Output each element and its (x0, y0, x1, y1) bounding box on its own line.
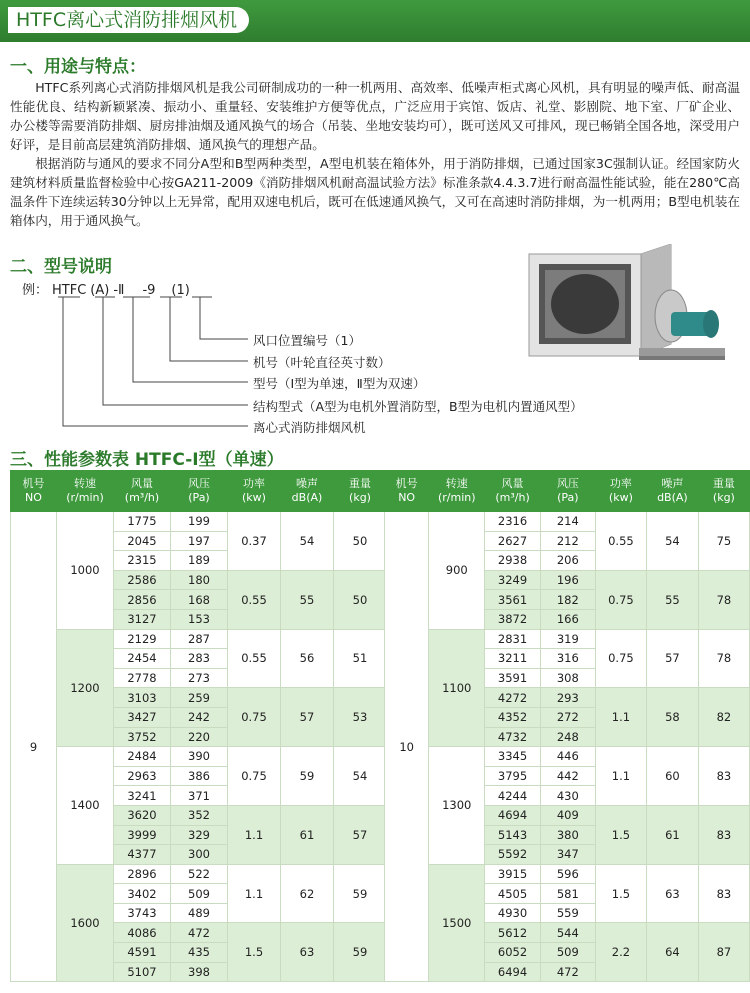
pressure-cell: 206 (540, 551, 595, 571)
airflow-cell: 3211 (485, 649, 541, 669)
legend-outlet: 风口位置编号（1） (253, 333, 361, 348)
airflow-cell: 2778 (114, 668, 171, 688)
weight-cell: 78 (698, 570, 749, 629)
pressure-cell: 509 (540, 943, 595, 963)
airflow-cell: 4377 (114, 845, 171, 865)
airflow-cell: 5612 (485, 923, 541, 943)
pressure-cell: 472 (171, 923, 228, 943)
weight-cell: 57 (334, 805, 387, 864)
airflow-cell: 3795 (485, 766, 541, 786)
pressure-cell: 212 (540, 531, 595, 551)
pressure-cell: 166 (540, 609, 595, 629)
noise-cell: 60 (647, 747, 699, 806)
table-row (11, 512, 387, 532)
pressure-cell: 283 (171, 649, 228, 669)
power-cell: 1.5 (595, 864, 646, 923)
legend-number: 机号（叶轮直径英寸数） (253, 355, 391, 370)
airflow-cell: 3402 (114, 884, 171, 904)
table-header-row (385, 471, 750, 512)
column-header: 重量 (kg) (698, 471, 749, 512)
weight-cell: 83 (698, 864, 749, 923)
noise-cell: 63 (281, 923, 334, 982)
column-header: 转速 (r/min) (429, 471, 485, 512)
table-row (385, 747, 750, 767)
power-cell: 0.37 (228, 512, 281, 571)
airflow-cell: 4591 (114, 943, 171, 963)
pressure-cell: 398 (171, 962, 228, 982)
pressure-cell: 180 (171, 570, 228, 590)
pressure-cell: 242 (171, 707, 228, 727)
airflow-cell: 3591 (485, 668, 541, 688)
section-heading-usage: 一、用途与特点： (10, 57, 146, 77)
noise-cell: 57 (281, 688, 334, 747)
power-cell: 1.5 (595, 805, 646, 864)
noise-cell: 57 (647, 629, 699, 688)
airflow-cell: 5592 (485, 845, 541, 865)
pressure-cell: 352 (171, 805, 228, 825)
speed-cell: 900 (429, 512, 485, 630)
legend-type: 型号（Ⅰ型为单速，Ⅱ型为双速） (253, 376, 426, 391)
airflow-cell: 2831 (485, 629, 541, 649)
noise-cell: 54 (281, 512, 334, 571)
power-cell: 0.75 (228, 747, 281, 806)
airflow-cell: 3752 (114, 727, 171, 747)
pressure-cell: 522 (171, 864, 228, 884)
airflow-cell: 3561 (485, 590, 541, 610)
weight-cell: 59 (334, 864, 387, 923)
pressure-cell: 220 (171, 727, 228, 747)
section-heading-model: 二、型号说明 (10, 257, 112, 277)
airflow-cell: 4272 (485, 688, 541, 708)
pressure-cell: 581 (540, 884, 595, 904)
usage-paragraph-1: HTFC系列离心式消防排烟风机是我公司研制成功的一种一机两用、高效率、低噪声柜式离心风机，具有明显的噪声低、耐高温性能优良、结构新颖紧凑、振动小、重量轻、安装维护方便等优点，广泛应用于宾馆、饭店、礼堂、影剧院、地下室、厂矿企业、办公楼等需要消防排烟、厨房排油烟及通风换气的场合（吊装、坐地安装均可），既可送风又可排风，现已畅销全国各地，深受用户好评，是目前高层建筑消防排烟、通风换气的理想产品。 (10, 80, 740, 152)
airflow-cell: 2627 (485, 531, 541, 551)
weight-cell: 53 (334, 688, 387, 747)
noise-cell: 54 (647, 512, 699, 571)
airflow-cell: 3427 (114, 707, 171, 727)
pressure-cell: 430 (540, 786, 595, 806)
noise-cell: 61 (281, 805, 334, 864)
weight-cell: 87 (698, 923, 749, 982)
model-part-type: -Ⅱ (113, 283, 125, 298)
airflow-cell: 4694 (485, 805, 541, 825)
power-cell: 0.75 (228, 688, 281, 747)
pressure-cell: 544 (540, 923, 595, 943)
column-header: 风量 (m³/h) (485, 471, 541, 512)
airflow-cell: 3872 (485, 609, 541, 629)
airflow-cell: 6494 (485, 962, 541, 982)
performance-table-no9 (10, 470, 387, 982)
pressure-cell: 272 (540, 707, 595, 727)
airflow-cell: 4732 (485, 727, 541, 747)
machine-number-cell: 10 (385, 512, 429, 982)
pressure-cell: 489 (171, 903, 228, 923)
power-cell: 0.55 (228, 629, 281, 688)
airflow-cell: 2129 (114, 629, 171, 649)
noise-cell: 63 (647, 864, 699, 923)
airflow-cell: 5143 (485, 825, 541, 845)
weight-cell: 54 (334, 747, 387, 806)
airflow-cell: 3241 (114, 786, 171, 806)
weight-cell: 50 (334, 512, 387, 571)
power-cell: 1.1 (595, 688, 646, 747)
pressure-cell: 319 (540, 629, 595, 649)
power-cell: 1.5 (228, 923, 281, 982)
power-cell: 0.55 (595, 512, 646, 571)
page-title: HTFC离心式消防排烟风机 (8, 7, 249, 33)
pressure-cell: 308 (540, 668, 595, 688)
airflow-cell: 4244 (485, 786, 541, 806)
airflow-cell: 3915 (485, 864, 541, 884)
pressure-cell: 380 (540, 825, 595, 845)
airflow-cell: 3249 (485, 570, 541, 590)
speed-cell: 1400 (57, 747, 114, 865)
power-cell: 0.55 (228, 570, 281, 629)
pressure-cell: 347 (540, 845, 595, 865)
noise-cell: 64 (647, 923, 699, 982)
pressure-cell: 293 (540, 688, 595, 708)
table-row (385, 864, 750, 884)
speed-cell: 1200 (57, 629, 114, 747)
section-heading-performance: 三、性能参数表 HTFC-Ⅰ型（单速） (10, 450, 284, 470)
performance-table-no10 (384, 470, 750, 982)
model-example-prefix: 例： (22, 283, 49, 298)
airflow-cell: 2586 (114, 570, 171, 590)
column-header: 噪声 dB(A) (647, 471, 699, 512)
airflow-cell: 4930 (485, 903, 541, 923)
column-header: 风压 (Pa) (171, 471, 228, 512)
pressure-cell: 273 (171, 668, 228, 688)
airflow-cell: 4505 (485, 884, 541, 904)
usage-paragraph-2: 根据消防与通风的要求不同分A型和B型两种类型，A型电机装在箱体外，用于消防排烟，已通过国家3C强制认证。经国家防火建筑材料质量监督检验中心按GA211-2009《消防排烟风机耐高温试验方法》标准条款4.4.3.7进行耐高温性能试验，能在280℃高温条件下连续运转30分钟以上无异常，配用双速电机后，既可在低速通风换气，又可在高速时消防排烟，为一机两用；B型电机装在箱体内，用于通风换气。 (10, 156, 740, 228)
pressure-cell: 442 (540, 766, 595, 786)
table-row (11, 747, 387, 767)
pressure-cell: 409 (540, 805, 595, 825)
pressure-cell: 316 (540, 649, 595, 669)
model-part-outlet: (1) (171, 283, 190, 298)
pressure-cell: 509 (171, 884, 228, 904)
speed-cell: 1300 (429, 747, 485, 865)
pressure-cell: 196 (540, 570, 595, 590)
noise-cell: 62 (281, 864, 334, 923)
airflow-cell: 2045 (114, 531, 171, 551)
power-cell: 1.1 (595, 747, 646, 806)
power-cell: 1.1 (228, 864, 281, 923)
table-header-row (11, 471, 387, 512)
airflow-cell: 2315 (114, 551, 171, 571)
airflow-cell: 1775 (114, 512, 171, 532)
pressure-cell: 300 (171, 845, 228, 865)
model-part-structure: (A) (90, 283, 110, 298)
noise-cell: 56 (281, 629, 334, 688)
pressure-cell: 371 (171, 786, 228, 806)
legend-structure: 结构型式（A型为电机外置消防型，B型为电机内置通风型） (253, 399, 583, 414)
weight-cell: 50 (334, 570, 387, 629)
airflow-cell: 2856 (114, 590, 171, 610)
pressure-cell: 199 (171, 512, 228, 532)
speed-cell: 1000 (57, 512, 114, 630)
pressure-cell: 435 (171, 943, 228, 963)
airflow-cell: 2454 (114, 649, 171, 669)
table-row (11, 629, 387, 649)
pressure-cell: 168 (171, 590, 228, 610)
table-row (11, 864, 387, 884)
noise-cell: 59 (281, 747, 334, 806)
airflow-cell: 3743 (114, 903, 171, 923)
airflow-cell: 3620 (114, 805, 171, 825)
pressure-cell: 189 (171, 551, 228, 571)
fan-product-image (521, 244, 737, 374)
pressure-cell: 329 (171, 825, 228, 845)
weight-cell: 75 (698, 512, 749, 571)
power-cell: 2.2 (595, 923, 646, 982)
weight-cell: 51 (334, 629, 387, 688)
column-header: 机号 NO (385, 471, 429, 512)
airflow-cell: 2896 (114, 864, 171, 884)
column-header: 机号 NO (11, 471, 57, 512)
airflow-cell: 6052 (485, 943, 541, 963)
airflow-cell: 3103 (114, 688, 171, 708)
model-part-number: -9 (142, 283, 156, 298)
weight-cell: 78 (698, 629, 749, 688)
power-cell: 0.75 (595, 570, 646, 629)
airflow-cell: 2938 (485, 551, 541, 571)
pressure-cell: 248 (540, 727, 595, 747)
column-header: 风量 (m³/h) (114, 471, 171, 512)
pressure-cell: 153 (171, 609, 228, 629)
speed-cell: 1100 (429, 629, 485, 747)
airflow-cell: 2484 (114, 747, 171, 767)
column-header: 重量 (kg) (334, 471, 387, 512)
column-header: 转速 (r/min) (57, 471, 114, 512)
pressure-cell: 472 (540, 962, 595, 982)
speed-cell: 1600 (57, 864, 114, 982)
pressure-cell: 182 (540, 590, 595, 610)
pressure-cell: 596 (540, 864, 595, 884)
pressure-cell: 559 (540, 903, 595, 923)
column-header: 风压 (Pa) (540, 471, 595, 512)
pressure-cell: 386 (171, 766, 228, 786)
airflow-cell: 4352 (485, 707, 541, 727)
airflow-cell: 3999 (114, 825, 171, 845)
column-header: 功率 (kw) (595, 471, 646, 512)
pressure-cell: 390 (171, 747, 228, 767)
airflow-cell: 3345 (485, 747, 541, 767)
airflow-cell: 5107 (114, 962, 171, 982)
column-header: 功率 (kw) (228, 471, 281, 512)
speed-cell: 1500 (429, 864, 485, 982)
airflow-cell: 4086 (114, 923, 171, 943)
weight-cell: 82 (698, 688, 749, 747)
pressure-cell: 446 (540, 747, 595, 767)
legend-series: 离心式消防排烟风机 (253, 420, 366, 435)
table-row (385, 629, 750, 649)
power-cell: 0.75 (595, 629, 646, 688)
noise-cell: 55 (647, 570, 699, 629)
airflow-cell: 2963 (114, 766, 171, 786)
noise-cell: 58 (647, 688, 699, 747)
power-cell: 1.1 (228, 805, 281, 864)
airflow-cell: 2316 (485, 512, 541, 532)
machine-number-cell: 9 (11, 512, 57, 982)
pressure-cell: 259 (171, 688, 228, 708)
pressure-cell: 197 (171, 531, 228, 551)
model-part-series: HTFC (52, 283, 87, 298)
weight-cell: 83 (698, 747, 749, 806)
table-row (385, 512, 750, 532)
weight-cell: 59 (334, 923, 387, 982)
pressure-cell: 287 (171, 629, 228, 649)
pressure-cell: 214 (540, 512, 595, 532)
noise-cell: 55 (281, 570, 334, 629)
noise-cell: 61 (647, 805, 699, 864)
column-header: 噪声 dB(A) (281, 471, 334, 512)
airflow-cell: 3127 (114, 609, 171, 629)
weight-cell: 83 (698, 805, 749, 864)
